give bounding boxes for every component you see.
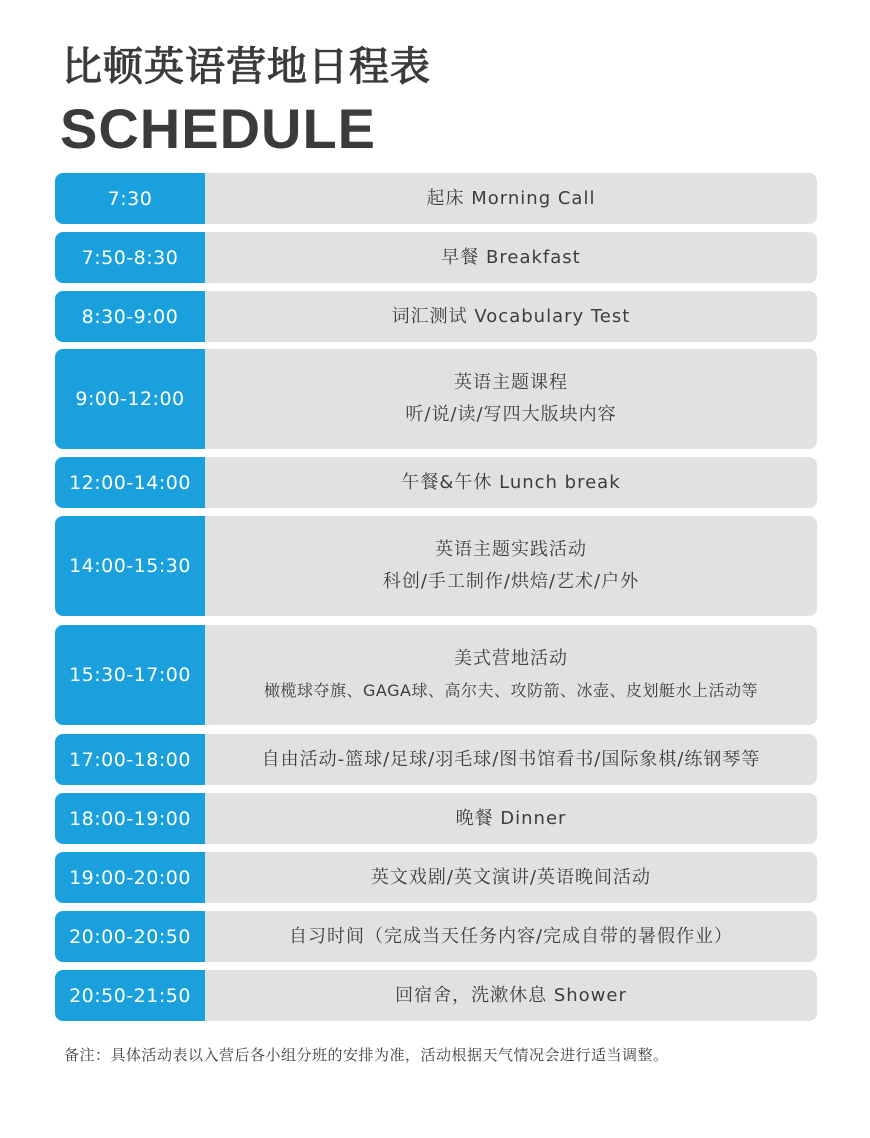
activity-line: 词汇测试 Vocabulary Test <box>391 305 631 327</box>
activity-line: 早餐 Breakfast <box>441 246 581 268</box>
activity-line: 午餐&午休 Lunch break <box>401 471 621 493</box>
activity-line: 自习时间（完成当天任务内容/完成自带的暑假作业） <box>288 925 734 947</box>
schedule-activity <box>205 232 817 283</box>
activity-line: 晚餐 Dinner <box>455 807 567 829</box>
schedule-row <box>55 232 817 283</box>
schedule-row <box>55 852 817 903</box>
schedule-activity <box>205 970 817 1021</box>
activity-detail: 橄榄球夺旗、GAGA球、高尔夫、攻防箭、冰壶、皮划艇水上活动等 <box>264 681 758 700</box>
schedule-time: 20:50-21:50 <box>55 970 205 1021</box>
activity-detail: 科创/手工制作/烘焙/艺术/户外 <box>382 571 640 592</box>
schedule-activity <box>205 911 817 962</box>
activity-line: 回宿舍，洗漱休息 Shower <box>395 984 627 1006</box>
schedule-activity <box>205 457 817 508</box>
schedule-activity <box>205 793 817 844</box>
activity-detail: 听/说/读/写四大版块内容 <box>405 404 617 425</box>
schedule-time: 12:00-14:00 <box>55 457 205 508</box>
activity-line: 英语主题实践活动 <box>435 539 587 560</box>
schedule-time: 19:00-20:00 <box>55 852 205 903</box>
schedule-time: 8:30-9:00 <box>55 291 205 342</box>
schedule-row <box>55 173 817 224</box>
footer-note: 备注：具体活动表以入营后各小组分班的安排为准，活动根据天气情况会进行适当调整。 <box>64 1046 669 1064</box>
activity-line: 自由活动-篮球/足球/羽毛球/图书馆看书/国际象棋/练钢琴等 <box>261 748 761 770</box>
schedule-activity <box>205 734 817 785</box>
page-title: 比顿英语营地日程表 <box>62 44 431 90</box>
schedule-row <box>55 793 817 844</box>
schedule-row <box>55 911 817 962</box>
schedule-row <box>55 349 817 449</box>
schedule-activity <box>205 173 817 224</box>
schedule-activity <box>205 349 817 449</box>
schedule-time: 15:30-17:00 <box>55 625 205 725</box>
schedule-time: 9:00-12:00 <box>55 349 205 449</box>
activity-line: 起床 Morning Call <box>426 187 596 209</box>
activity-line: 英语主题课程 <box>454 372 568 393</box>
schedule-time: 20:00-20:50 <box>55 911 205 962</box>
schedule-time: 7:30 <box>55 173 205 224</box>
activity-line: 英文戏剧/英文演讲/英语晚间活动 <box>370 866 652 888</box>
schedule-row <box>55 457 817 508</box>
activity-line: 美式营地活动 <box>454 648 568 669</box>
schedule-activity <box>205 852 817 903</box>
schedule-time: 7:50-8:30 <box>55 232 205 283</box>
schedule-row <box>55 625 817 725</box>
schedule-row <box>55 970 817 1021</box>
schedule-activity <box>205 291 817 342</box>
schedule-row <box>55 516 817 616</box>
schedule-time: 14:00-15:30 <box>55 516 205 616</box>
schedule-time: 18:00-19:00 <box>55 793 205 844</box>
schedule-activity <box>205 516 817 616</box>
schedule-row <box>55 291 817 342</box>
schedule-time: 17:00-18:00 <box>55 734 205 785</box>
schedule-row <box>55 734 817 785</box>
schedule-activity <box>205 625 817 725</box>
page-subtitle: SCHEDULE <box>60 97 377 160</box>
